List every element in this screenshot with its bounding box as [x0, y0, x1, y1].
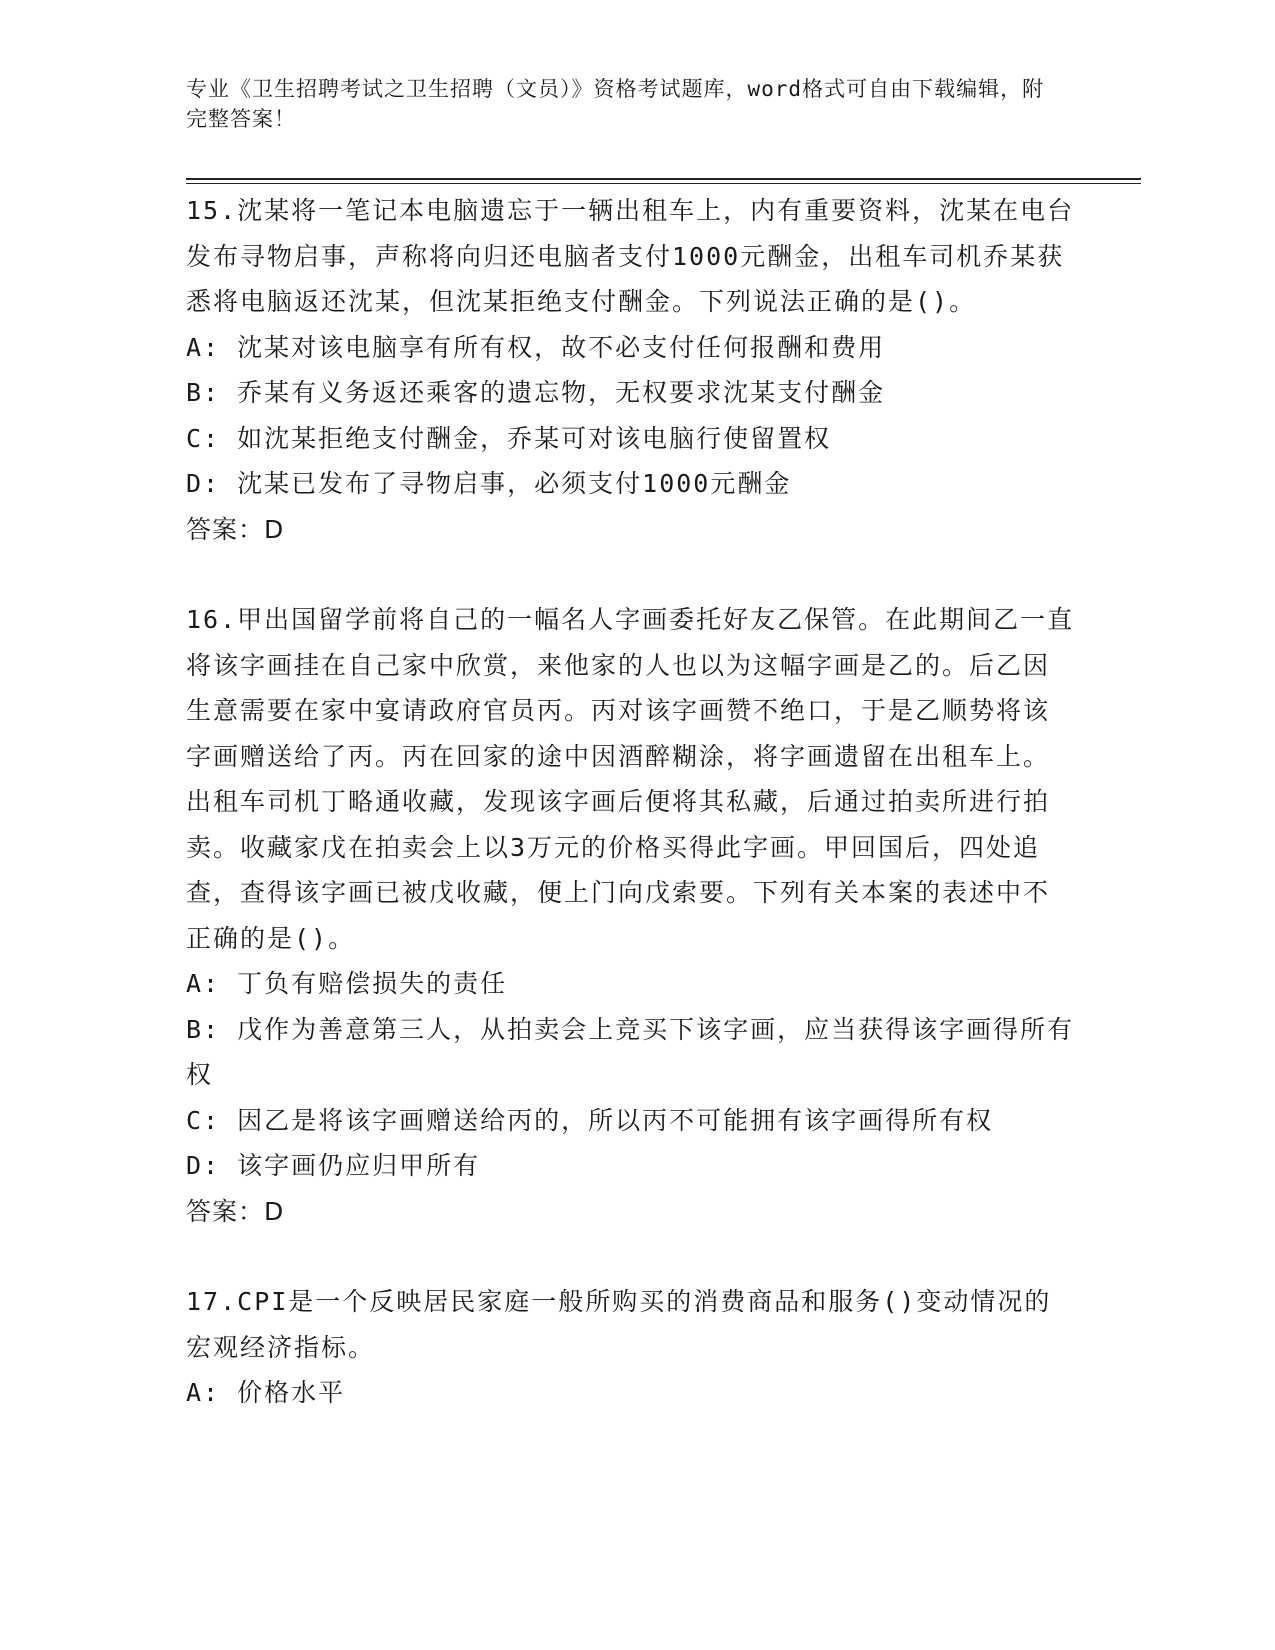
answer-line: 答案：D — [186, 1196, 285, 1226]
option-d: D: 沈某已发布了寻物启事，必须支付1000元酬金 — [186, 469, 792, 498]
question-stem: 15.沈某将一笔记本电脑遗忘于一辆出租车上，内有重要资料，沈某在电台发布寻物启事，声称将向归还电脑者支付1000元酬金，出租车司机乔某获悉将电脑返还沈某，但沈某拒绝支付酬金。下列说法正确的是()。 — [186, 196, 1075, 316]
option-d: D: 该字画仍应归甲所有 — [186, 1151, 481, 1180]
answer-line: 答案：D — [186, 514, 285, 544]
header-divider-thick — [186, 178, 1141, 180]
option-b: B: 戊作为善意第三人，从拍卖会上竞买下该字画，应当获得该字画得所有权 — [186, 1014, 1075, 1089]
option-a: A: 沈某对该电脑享有所有权，故不必支付任何报酬和费用 — [186, 332, 886, 362]
option-a: A: 丁负有赔偿损失的责任 — [186, 969, 508, 998]
question-stem: 17.CPI是一个反映居民家庭一般所购买的消费商品和服务()变动情况的宏观经济指标。 — [186, 1287, 1052, 1362]
question-16 — [186, 597, 1076, 1234]
question-stem: 16.甲出国留学前将自己的一幅名人字画委托好友乙保管。在此期间乙一直将该字画挂在自己家中欣赏，来他家的人也以为这幅字画是乙的。后乙因生意需要在家中宴请政府官员丙。丙对该字画赞不绝口，于是乙顺势将该字画赠送给了丙。丙在回家的途中因酒醉糊涂，将字画遗留在出租车上。出租车司机丁略通收藏，发现该字画后便将其私藏，后通过拍卖所进行拍卖。收藏家戊在拍卖会上以3万元的价格买得此字画。甲回国后，四处追查，查得该字画已被戊收藏，便上门向戊索要。下列有关本案的表述中不正确的是()。 — [186, 605, 1075, 953]
document-header: 专业《卫生招聘考试之卫生招聘（文员）》资格考试题库，word格式可自由下载编辑，附完整答案！ — [186, 77, 1045, 131]
header-divider-thin — [186, 183, 1141, 184]
option-b: B: 乔某有义务返还乘客的遗忘物，无权要求沈某支付酬金 — [186, 378, 886, 407]
question-15 — [186, 188, 1076, 552]
question-list — [186, 188, 1076, 1416]
option-c: C: 如沈某拒绝支付酬金，乔某可对该电脑行使留置权 — [186, 423, 832, 453]
question-17 — [186, 1279, 1076, 1416]
option-a: A: 价格水平 — [186, 1378, 346, 1407]
option-c: C: 因乙是将该字画赠送给丙的，所以丙不可能拥有该字画得所有权 — [186, 1105, 994, 1135]
